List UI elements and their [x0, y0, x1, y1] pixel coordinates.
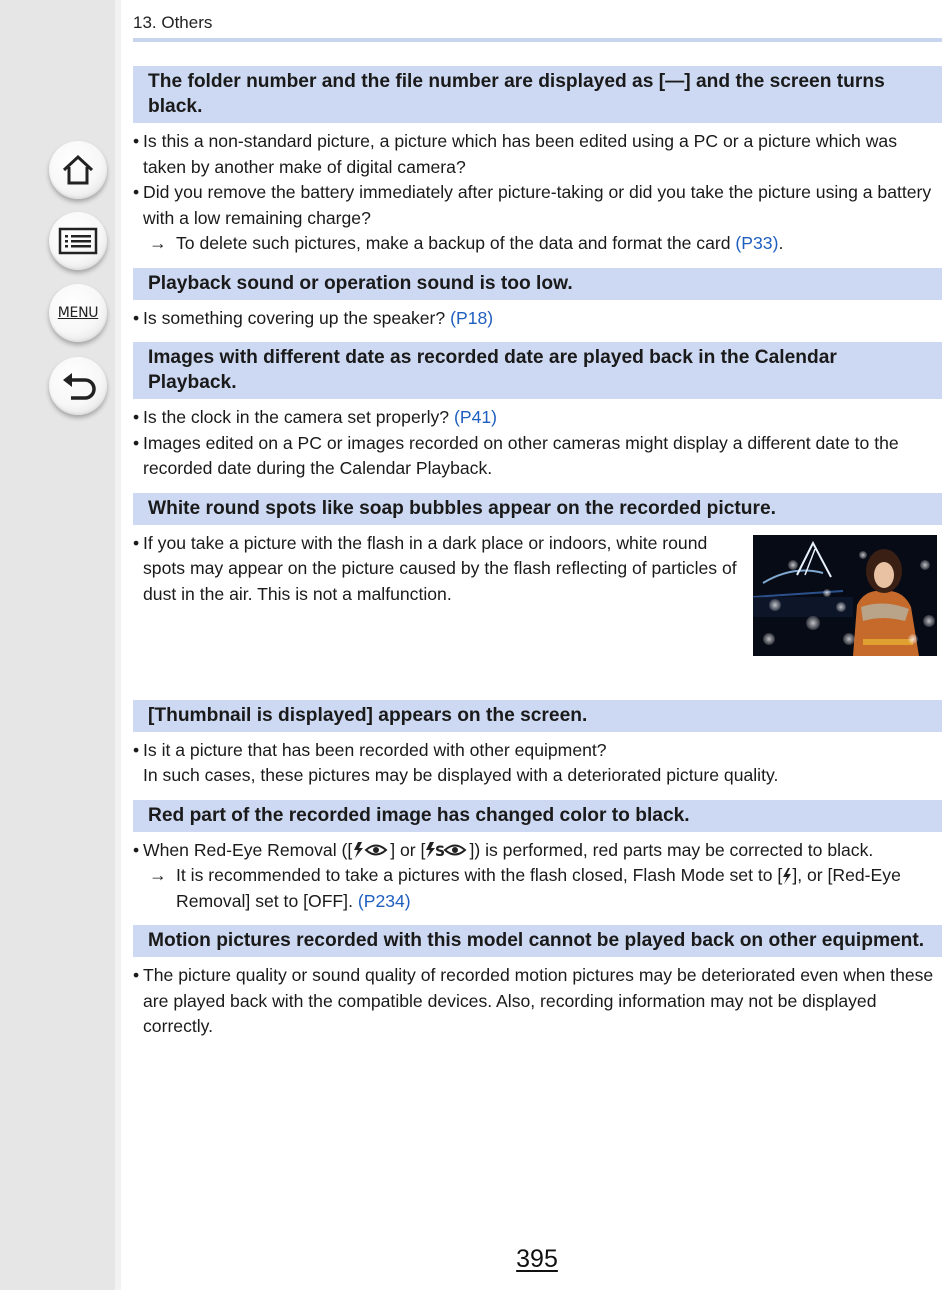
bullet-item: [133, 405, 942, 431]
arrow-suffix: .: [778, 233, 784, 253]
page-number: [0, 1245, 950, 1274]
bullet-line: In such cases, these pictures may be displayed with a deteriorated picture quality.: [143, 765, 779, 785]
flash-forced-off-icon: [782, 867, 792, 885]
page-link-p33[interactable]: (P33): [735, 233, 779, 253]
sidebar-edge: [115, 0, 121, 1290]
bullet-text: Is something covering up the speaker?: [143, 307, 446, 328]
red-eye-removal-icon: [352, 840, 390, 860]
arrow-item: [133, 231, 942, 257]
page-link-p41[interactable]: (P41): [453, 407, 497, 427]
back-icon: [59, 369, 97, 403]
arrow-glyph: →: [149, 865, 167, 885]
back-button[interactable]: [49, 357, 107, 415]
slow-sync-red-eye-icon: [425, 840, 469, 860]
arrow-text: To delete such pictures, make a backup of the data and format the card: [176, 233, 731, 253]
section-title-calendar-date: Images with different date as recorded date are played back in the Calendar Playback.: [133, 342, 942, 399]
section-title-folder-number: The folder number and the file number are displayed as [—] and the screen turns black.: [133, 66, 942, 123]
header-rule: [133, 38, 942, 42]
section-body-motion-pictures: [133, 957, 942, 1051]
arrow-item: [133, 863, 942, 914]
bullet-item: [133, 838, 942, 864]
page-number-text: 395: [516, 1245, 558, 1273]
arrow-text: ], or [Red-Eye Removal] set to [OFF].: [176, 865, 901, 911]
arrow-text: It is recommended to take a pictures with the flash closed, Flash Mode set to [: [176, 865, 783, 885]
page-link-p18[interactable]: (P18): [450, 307, 494, 328]
bullet-item: • Did you remove the battery immediately after picture-taking or did you take the picture using a battery with a low remaining charge?: [133, 180, 942, 231]
bullet-item: • Is this a non-standard picture, a picture which has been edited using a PC or a picture which was taken by another make of digital camera?: [133, 129, 942, 180]
section-title-motion-pictures: Motion pictures recorded with this model cannot be played back on other equipment.: [133, 925, 942, 957]
section-title-thumbnail: [Thumbnail is displayed] appears on the screen.: [133, 700, 942, 732]
arrow-glyph: →: [149, 233, 167, 253]
section-title-red-part: Red part of the recorded image has changed color to black.: [133, 800, 942, 832]
section-body-thumbnail: [133, 732, 942, 800]
contents-list-icon: [58, 226, 98, 256]
section-body-calendar-date: [133, 399, 942, 493]
section-body-sound-low: [133, 300, 942, 343]
flash-dust-example-photo: [753, 535, 937, 656]
section-title-white-spots: White round spots like soap bubbles appear on the recorded picture.: [133, 493, 942, 525]
bullet-line: • Is it a picture that has been recorded with other equipment?: [143, 739, 607, 760]
section-body-white-spots: [133, 525, 942, 700]
bullet-text: ]) is performed, red parts may be corrected to black.: [469, 839, 874, 860]
bullet-item: [133, 738, 942, 789]
bullet-item: [133, 306, 942, 332]
svg-text:S: S: [435, 843, 446, 860]
section-body-red-part: [133, 832, 942, 926]
home-button[interactable]: [49, 141, 107, 199]
page-link-p234[interactable]: (P234): [357, 890, 411, 911]
section-title-sound-low: Playback sound or operation sound is too low.: [133, 268, 942, 300]
contents-button[interactable]: [49, 212, 107, 270]
menu-icon: MENU: [57, 305, 99, 321]
bullet-text: Is the clock in the camera set properly?: [143, 407, 450, 427]
bullet-item: • If you take a picture with the flash in a dark place or indoors, white round spots may appear on the picture caused by the flash reflecting of particles of dust in the air. This is not a malfunction.: [133, 531, 743, 608]
bullet-item: • The picture quality or sound quality of recorded motion pictures may be deteriorated even when these are played back with the compatible devices. Also, recording information may not be displayed correctly.: [133, 963, 942, 1040]
bullet-text: When Red-Eye Removal ([: [143, 839, 353, 860]
section-body-folder-number: [133, 123, 942, 268]
bullet-text: ] or [: [390, 839, 426, 860]
menu-button[interactable]: [49, 284, 107, 342]
chapter-title: 13. Others: [133, 13, 213, 32]
bullet-item: • Images edited on a PC or images recorded on other cameras might display a different date to the recorded date during the Calendar Playback.: [133, 431, 942, 482]
home-icon: [60, 152, 96, 188]
content: [133, 66, 942, 1051]
